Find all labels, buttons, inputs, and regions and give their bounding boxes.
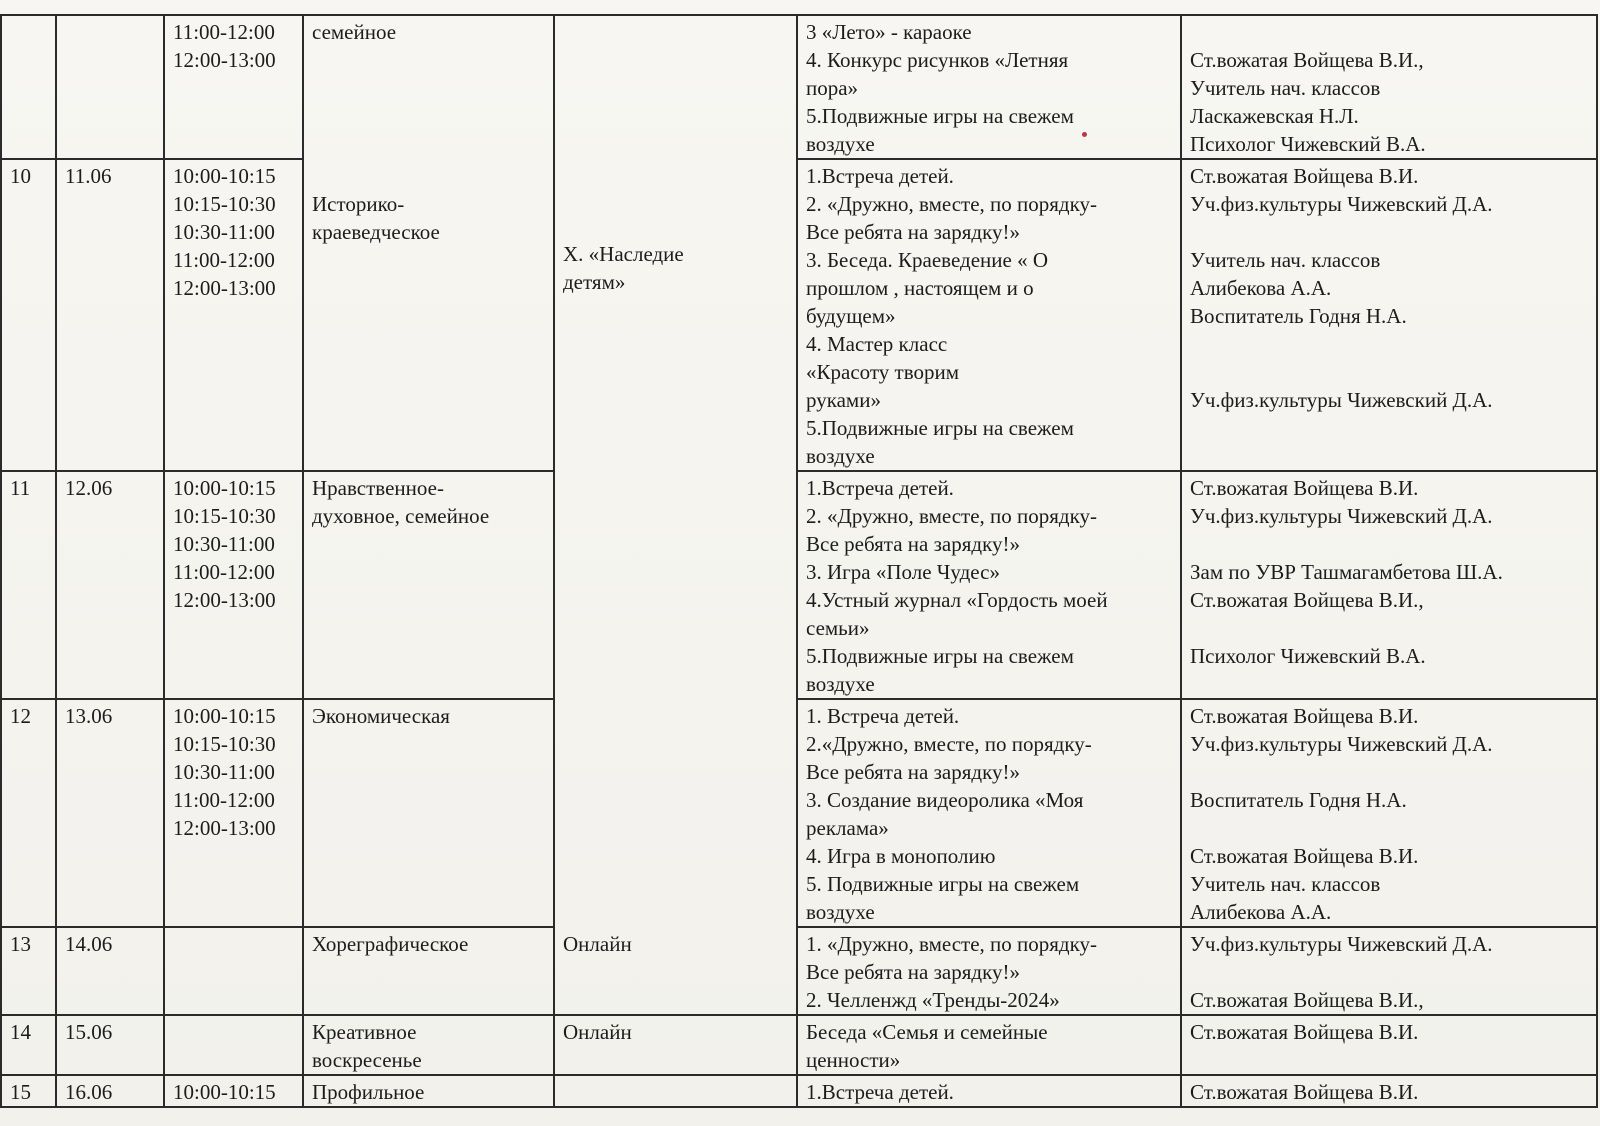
blank-line — [1190, 530, 1588, 558]
responsible-person-line: Ст.вожатая Войщева В.И. — [1190, 1020, 1419, 1044]
row-date-cell — [56, 927, 164, 1015]
row-number-cell — [1, 471, 56, 699]
direction-cell — [303, 159, 554, 471]
activity-line: Все ребята на зарядку!» — [806, 960, 1020, 984]
activity-line: 5.Подвижные игры на свежем — [806, 104, 1074, 128]
responsible-person-cell — [1181, 471, 1597, 699]
time-slot-line: 12:00-13:00 — [173, 816, 276, 840]
direction-line: Экономическая — [312, 704, 450, 728]
row-date-text: 15.06 — [65, 1020, 113, 1044]
time-slot-line: 10:15-10:30 — [173, 732, 276, 756]
row-number-text: 12 — [10, 704, 31, 728]
blank-line — [1190, 758, 1588, 786]
row-number-text: 10 — [10, 164, 31, 188]
time-slot-line: 12:00-13:00 — [173, 588, 276, 612]
row-date-text: 12.06 — [65, 476, 113, 500]
time-slot-line: 10:30-11:00 — [173, 532, 275, 556]
activity-line: будущем» — [806, 304, 896, 328]
time-slot-line: 11:00-12:00 — [173, 248, 275, 272]
row-number-cell — [1, 927, 56, 1015]
row-number-cell — [1, 699, 56, 927]
time-slot-cell — [164, 699, 303, 927]
row-date-cell — [56, 699, 164, 927]
activity-line: 3. Беседа. Краеведение « О — [806, 248, 1048, 272]
row-number-cell — [1, 1075, 56, 1107]
table-row — [1, 699, 1597, 927]
responsible-person-line: Ст.вожатая Войщева В.И. — [1190, 476, 1419, 500]
time-slot-cell — [164, 927, 303, 1015]
responsible-person-cell — [1181, 159, 1597, 471]
row-date-text: 14.06 — [65, 932, 113, 956]
direction-line: воскресенье — [312, 1048, 422, 1072]
blank-line — [1190, 330, 1588, 358]
direction-line: семейное — [312, 20, 397, 44]
day-theme-cell — [554, 471, 797, 699]
activity-cell — [797, 699, 1181, 927]
time-slot-line: 10:00-10:15 — [173, 704, 276, 728]
row-number-text: 13 — [10, 932, 31, 956]
activity-line: 4. Мастер класс — [806, 332, 948, 356]
responsible-person-line: Учитель нач. классов — [1190, 872, 1381, 896]
responsible-person-line: Ласкажевская Н.Л. — [1190, 104, 1359, 128]
time-slot-line: 10:00-10:15 — [173, 476, 276, 500]
row-date-text: 13.06 — [65, 704, 113, 728]
responsible-person-line: Уч.физ.культуры Чижевский Д.А. — [1190, 932, 1493, 956]
activity-cell — [797, 927, 1181, 1015]
direction-cell — [303, 1015, 554, 1075]
direction-cell — [303, 699, 554, 927]
activity-line: 1.Встреча детей. — [806, 164, 954, 188]
table-row — [1, 927, 1597, 1015]
activity-cell — [797, 1075, 1181, 1107]
responsible-person-line: Ст.вожатая Войщева В.И. — [1190, 844, 1419, 868]
activity-line: Все ребята на зарядку!» — [806, 760, 1020, 784]
day-theme-line: Онлайн — [563, 1020, 632, 1044]
activity-line: Все ребята на зарядку!» — [806, 220, 1020, 244]
responsible-person-line: Ст.вожатая Войщева В.И. — [1190, 704, 1419, 728]
responsible-person-cell — [1181, 1075, 1597, 1107]
responsible-person-line: Ст.вожатая Войщева В.И., — [1190, 988, 1424, 1012]
time-slot-line: 12:00-13:00 — [173, 276, 276, 300]
responsible-person-line: Учитель нач. классов — [1190, 248, 1381, 272]
activity-line: 1.Встреча детей. — [806, 1080, 954, 1104]
day-theme-cell — [554, 699, 797, 927]
activity-line: 3 «Лето» - караоке — [806, 20, 972, 44]
activity-line: 4.Устный журнал «Гордость моей — [806, 588, 1108, 612]
activity-line: 3. Создание видеоролика «Моя — [806, 788, 1084, 812]
row-number-cell — [1, 159, 56, 471]
row-date-cell — [56, 15, 164, 159]
responsible-person-line: Алибекова А.А. — [1190, 276, 1332, 300]
responsible-person-line: Уч.физ.культуры Чижевский Д.А. — [1190, 192, 1493, 216]
row-date-cell — [56, 1075, 164, 1107]
time-slot-cell — [164, 1075, 303, 1107]
day-theme-cell — [554, 159, 797, 471]
responsible-person-line: Зам по УВР Ташмагамбетова Ш.А. — [1190, 560, 1503, 584]
responsible-person-cell — [1181, 15, 1597, 159]
direction-line: краеведческое — [312, 220, 440, 244]
blank-line — [1190, 958, 1588, 986]
activity-line: воздухе — [806, 672, 875, 696]
row-date-text: 16.06 — [65, 1080, 113, 1104]
responsible-person-cell — [1181, 699, 1597, 927]
direction-cell — [303, 471, 554, 699]
activity-line: Все ребята на зарядку!» — [806, 532, 1020, 556]
responsible-person-cell — [1181, 1015, 1597, 1075]
activity-line: пора» — [806, 76, 859, 100]
day-theme-line: детям» — [563, 270, 626, 294]
time-slot-line: 10:30-11:00 — [173, 760, 275, 784]
activity-line: 3. Игра «Поле Чудес» — [806, 560, 1000, 584]
responsible-person-line: Уч.физ.культуры Чижевский Д.А. — [1190, 504, 1493, 528]
activity-line: 4. Игра в монополию — [806, 844, 996, 868]
table-row — [1, 471, 1597, 699]
table-row — [1, 1075, 1597, 1107]
row-number-text: 11 — [10, 476, 31, 500]
day-theme-line: Онлайн — [563, 932, 632, 956]
day-theme-cell — [554, 1015, 797, 1075]
table-row — [1, 1015, 1597, 1075]
direction-line: Креативное — [312, 1020, 417, 1044]
activity-line: 5.Подвижные игры на свежем — [806, 644, 1074, 668]
direction-line: духовное, семейное — [312, 504, 490, 528]
day-theme-cell — [554, 15, 797, 159]
direction-line: Хореграфическое — [312, 932, 469, 956]
row-date-cell — [56, 1015, 164, 1075]
activity-line: 5. Подвижные игры на свежем — [806, 872, 1080, 896]
direction-line: Нравственное- — [312, 476, 444, 500]
activity-line: 4. Конкурс рисунков «Летняя — [806, 48, 1069, 72]
day-theme-cell — [554, 1075, 797, 1107]
activity-line: 2. Челленжд «Тренды-2024» — [806, 988, 1060, 1012]
row-date-cell — [56, 159, 164, 471]
activity-line: Беседа «Семья и семейные — [806, 1020, 1048, 1044]
direction-line: Профильное — [312, 1080, 425, 1104]
schedule-table — [0, 14, 1598, 1108]
activity-cell — [797, 159, 1181, 471]
direction-line: Историко- — [312, 192, 405, 216]
row-number-cell — [1, 1015, 56, 1075]
activity-line: 1.Встреча детей. — [806, 476, 954, 500]
activity-line: семьи» — [806, 616, 870, 640]
direction-cell — [303, 927, 554, 1015]
table-row — [1, 159, 1597, 471]
time-slot-line: 11:00-12:00 — [173, 560, 275, 584]
responsible-person-line: Уч.физ.культуры Чижевский Д.А. — [1190, 732, 1493, 756]
activity-line: прошлом , настоящем и о — [806, 276, 1034, 300]
blank-line — [1190, 614, 1588, 642]
blank-line — [312, 162, 545, 190]
activity-line: 1. «Дружно, вместе, по порядку- — [806, 932, 1097, 956]
blank-line — [1190, 814, 1588, 842]
row-number-text: 15 — [10, 1080, 31, 1104]
direction-cell — [303, 1075, 554, 1107]
responsible-person-line: Ст.вожатая Войщева В.И., — [1190, 48, 1424, 72]
day-theme-line: X. «Наследие — [563, 242, 684, 266]
time-slot-line: 10:00-10:15 — [173, 1080, 276, 1104]
blank-line — [1190, 358, 1588, 386]
activity-line: воздухе — [806, 132, 875, 156]
activity-line: 1. Встреча детей. — [806, 704, 960, 728]
activity-line: 2. «Дружно, вместе, по порядку- — [806, 504, 1097, 528]
responsible-person-line: Алибекова А.А. — [1190, 900, 1332, 924]
activity-line: воздухе — [806, 900, 875, 924]
direction-cell — [303, 15, 554, 159]
row-number-cell — [1, 15, 56, 159]
time-slot-line: 11:00-12:00 — [173, 788, 275, 812]
time-slot-line: 10:15-10:30 — [173, 504, 276, 528]
time-slot-line: 12:00-13:00 — [173, 48, 276, 72]
activity-line: руками» — [806, 388, 881, 412]
ink-mark — [1082, 132, 1087, 137]
table-row — [1, 15, 1597, 159]
responsible-person-line: Воспитатель Годня Н.А. — [1190, 788, 1407, 812]
responsible-person-line: Воспитатель Годня Н.А. — [1190, 304, 1407, 328]
activity-cell — [797, 15, 1181, 159]
time-slot-cell — [164, 15, 303, 159]
time-slot-line: 10:30-11:00 — [173, 220, 275, 244]
responsible-person-line: Ст.вожатая Войщева В.И., — [1190, 588, 1424, 612]
time-slot-cell — [164, 471, 303, 699]
activity-line: 2.«Дружно, вместе, по порядку- — [806, 732, 1092, 756]
responsible-person-line: Психолог Чижевский В.А. — [1190, 132, 1426, 156]
blank-line — [1190, 218, 1588, 246]
activity-line: 5.Подвижные игры на свежем — [806, 416, 1074, 440]
time-slot-line: 10:15-10:30 — [173, 192, 276, 216]
responsible-person-line: Уч.физ.культуры Чижевский Д.А. — [1190, 388, 1493, 412]
responsible-person-line: Психолог Чижевский В.А. — [1190, 644, 1426, 668]
responsible-person-cell — [1181, 927, 1597, 1015]
time-slot-cell — [164, 1015, 303, 1075]
time-slot-line: 11:00-12:00 — [173, 20, 275, 44]
responsible-person-line: Учитель нач. классов — [1190, 76, 1381, 100]
activity-line: 2. «Дружно, вместе, по порядку- — [806, 192, 1097, 216]
activity-line: «Красоту творим — [806, 360, 959, 384]
time-slot-line: 10:00-10:15 — [173, 164, 276, 188]
time-slot-cell — [164, 159, 303, 471]
activity-cell — [797, 471, 1181, 699]
row-number-text: 14 — [10, 1020, 31, 1044]
activity-line: ценности» — [806, 1048, 901, 1072]
activity-cell — [797, 1015, 1181, 1075]
responsible-person-line: Ст.вожатая Войщева В.И. — [1190, 164, 1419, 188]
activity-line: реклама» — [806, 816, 889, 840]
blank-line — [1190, 18, 1588, 46]
row-date-cell — [56, 471, 164, 699]
responsible-person-line: Ст.вожатая Войщева В.И. — [1190, 1080, 1419, 1104]
row-date-text: 11.06 — [65, 164, 112, 188]
activity-line: воздухе — [806, 444, 875, 468]
day-theme-cell — [554, 927, 797, 1015]
